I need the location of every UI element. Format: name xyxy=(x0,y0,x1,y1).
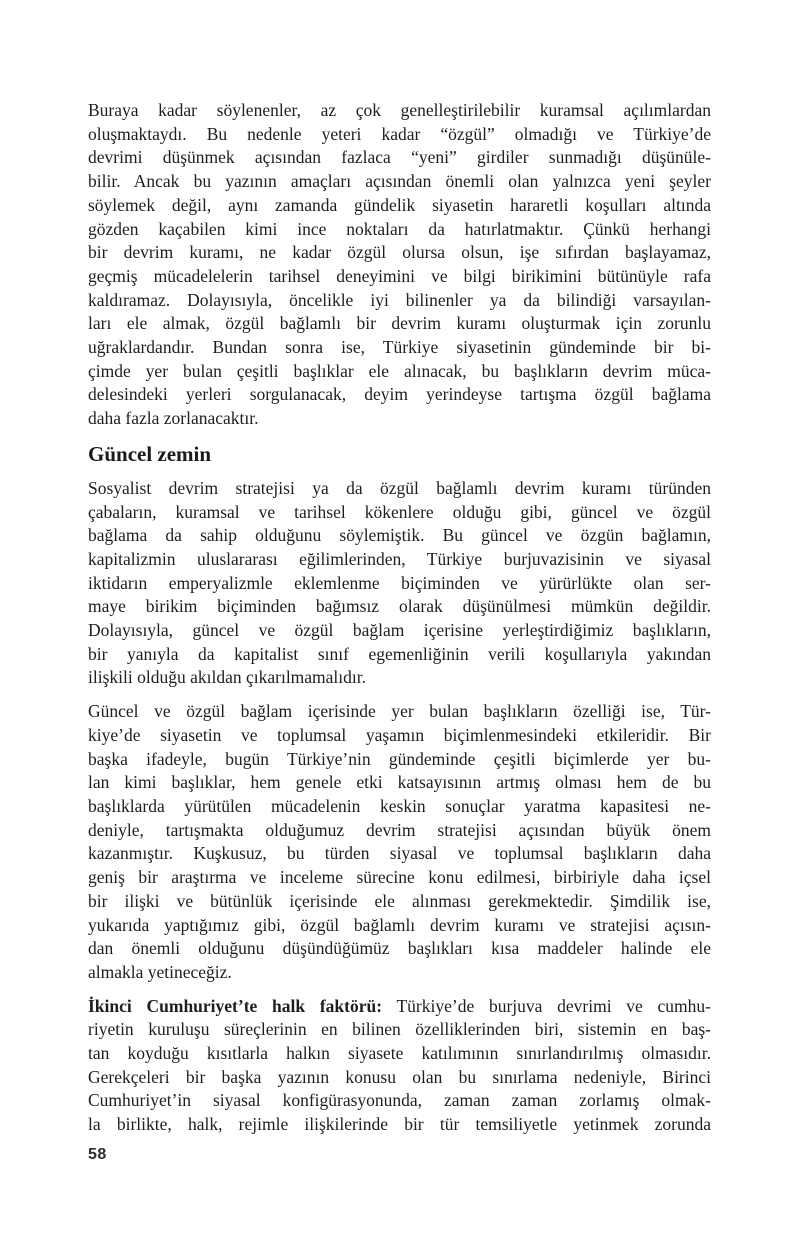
text-line: geniş bir araştırma ve inceleme sürecine konu edilmesi, birbiriyle daha içsel xyxy=(88,867,711,888)
text-line: çimde yer bulan çeşitli başlıklar ele alınacak, bu başlıkların devrim müca- xyxy=(88,360,711,381)
text-line: ilişkili olduğu akıldan çıkarılmamalıdır. xyxy=(88,667,367,688)
text-line: riyetin kuruluşu süreçlerinin en bilinen özelliklerinden biri, sistemin en baş- xyxy=(88,1019,711,1040)
text-line: bağlama da sahip olduğunu söylemiştik. Bu güncel ve özgün bağlamın, xyxy=(88,525,711,546)
paragraph xyxy=(88,477,711,690)
text-line: delesindeki yerleri sorgulanacak, deyim yerindeyse tartışma özgül bağlama xyxy=(88,384,711,405)
text-line: Dolayısıyla, güncel ve özgül bağlam içerisine yerleştirdiğimiz başlıkların, xyxy=(88,620,711,641)
text-line: ları ele almak, özgül bağlamlı bir devrim kuramı oluşturmak için zorunlu xyxy=(88,313,711,334)
text-line: iktidarın emperyalizmle eklemlenme biçiminden ve yürürlükte olan ser- xyxy=(88,572,711,593)
text-line: yukarıda yaptığımız gibi, özgül bağlamlı devrim kuramı ve stratejisi açısın- xyxy=(88,914,711,935)
text-line: gözden kaçabilen kimi ince noktaları da hatırlatmaktır. Çünkü herhangi xyxy=(88,218,711,239)
text-line: bir ilişki ve bütünlük içerisinde ele alınması gerekmektedir. Şimdilik ise, xyxy=(88,890,711,911)
text-line: maye birikim biçiminden bağımsız olarak düşünülmesi mümkün değildir. xyxy=(88,596,711,617)
paragraph xyxy=(88,99,711,431)
text-line: oluşmaktaydı. Bu nedenle yeteri kadar “özgül” olmadığı ve Türkiye’de xyxy=(88,123,711,144)
text-line: kiye’de siyasetin ve toplumsal yaşamın biçimlenmesindeki etkileridir. Bir xyxy=(88,724,711,745)
text-line: devrimi düşünmek açısından fazlaca “yeni” girdiler sunmadığı düşünüle- xyxy=(88,147,711,168)
text-line: dan önemli olduğunu düşündüğümüz başlıkları kısa maddeler halinde ele xyxy=(88,938,711,959)
text-line: kaldıramaz. Dolayısıyla, öncelikle iyi bilinenler ya da bilindiği varsayılan- xyxy=(88,289,711,310)
text-line: deniyle, tartışmakta olduğumuz devrim stratejisi açısından büyük önem xyxy=(88,819,711,840)
text-line: bir devrim kuramı, ne kadar özgül olursa olsun, işe sıfırdan başlayamaz, xyxy=(88,242,711,263)
text-line: bir yanıyla da kapitalist sınıf egemenliğinin verili koşullarıyla yakından xyxy=(88,643,711,664)
text-line: daha fazla zorlanacaktır. xyxy=(88,408,259,429)
text-line: uğraklardandır. Bundan sonra ise, Türkiye siyasetinin gündeminde bir bi- xyxy=(88,337,711,358)
paragraph xyxy=(88,995,711,1137)
text-line: Buraya kadar söylenenler, az çok genelleştirilebilir kuramsal açılımlardan xyxy=(88,100,711,120)
text-line: Sosyalist devrim stratejisi ya da özgül bağlamlı devrim kuramı türünden xyxy=(88,477,711,498)
text-line: söylemek değil, aynı zamanda gündelik siyasetin hararetli koşulları altında xyxy=(88,194,711,215)
text-line: la birlikte, halk, rejimle ilişkilerinde bir tür temsiliyetle yetinmek zorunda xyxy=(88,1114,711,1135)
paragraph-lead-bold: İkinci Cumhuriyet’te halk faktörü: xyxy=(88,995,383,1016)
text-line: almakla yetineceğiz. xyxy=(88,961,232,982)
section-heading: Güncel zemin xyxy=(88,441,212,466)
text-line: lan kimi başlıklar, hem genele etki katsayısının artmış olması hem de bu xyxy=(88,772,711,793)
text-line: Cumhuriyet’in siyasal konfigürasyonunda, zaman zaman zorlamış olmak- xyxy=(88,1090,711,1111)
text-line: bilir. Ancak bu yazının amaçları açısından önemli olan yalnızca yeni şeyler xyxy=(88,171,711,192)
text-content xyxy=(88,99,711,1147)
text-line: geçmiş mücadelelerin tarihsel deneyimini ve bilgi birikimini bütünüyle rafa xyxy=(88,265,711,286)
text-line: kapitalizmin uluslararası eğilimlerinden, Türkiye burjuvazisinin ve siyasal xyxy=(88,548,711,569)
text-line: Gerekçeleri bir başka yazının konusu olan bu sınırlama nedeniyle, Birinci xyxy=(88,1066,711,1087)
text-line: başlıklarda yürütülen mücadelenin keskin sonuçlar yaratma kapasitesi ne- xyxy=(88,795,711,816)
paragraph xyxy=(88,700,711,984)
text-line: Güncel ve özgül bağlam içerisinde yer bulan başlıkların özelliği ise, Tür- xyxy=(88,701,711,722)
text-line: çabaların, kuramsal ve tarihsel kökenlere olduğu gibi, güncel ve özgül xyxy=(88,501,711,522)
page-number: 58 xyxy=(88,1146,107,1163)
text-line: tan koyduğu kısıtlarla halkın siyasete katılımının sınırlandırılmış olmasıdır. xyxy=(88,1043,711,1064)
text-line: başka ifadeyle, bugün Türkiye’nin gündeminde çeşitli biçimlerde yer bu- xyxy=(88,748,711,769)
text-line: İkinci Cumhuriyet’te halk faktörü: Türkiye’de burjuva devrimi ve cumhu- xyxy=(88,995,711,1016)
text-line: kazanmıştır. Kuşkusuz, bu türden siyasal ve toplumsal başlıkların daha xyxy=(88,843,711,864)
